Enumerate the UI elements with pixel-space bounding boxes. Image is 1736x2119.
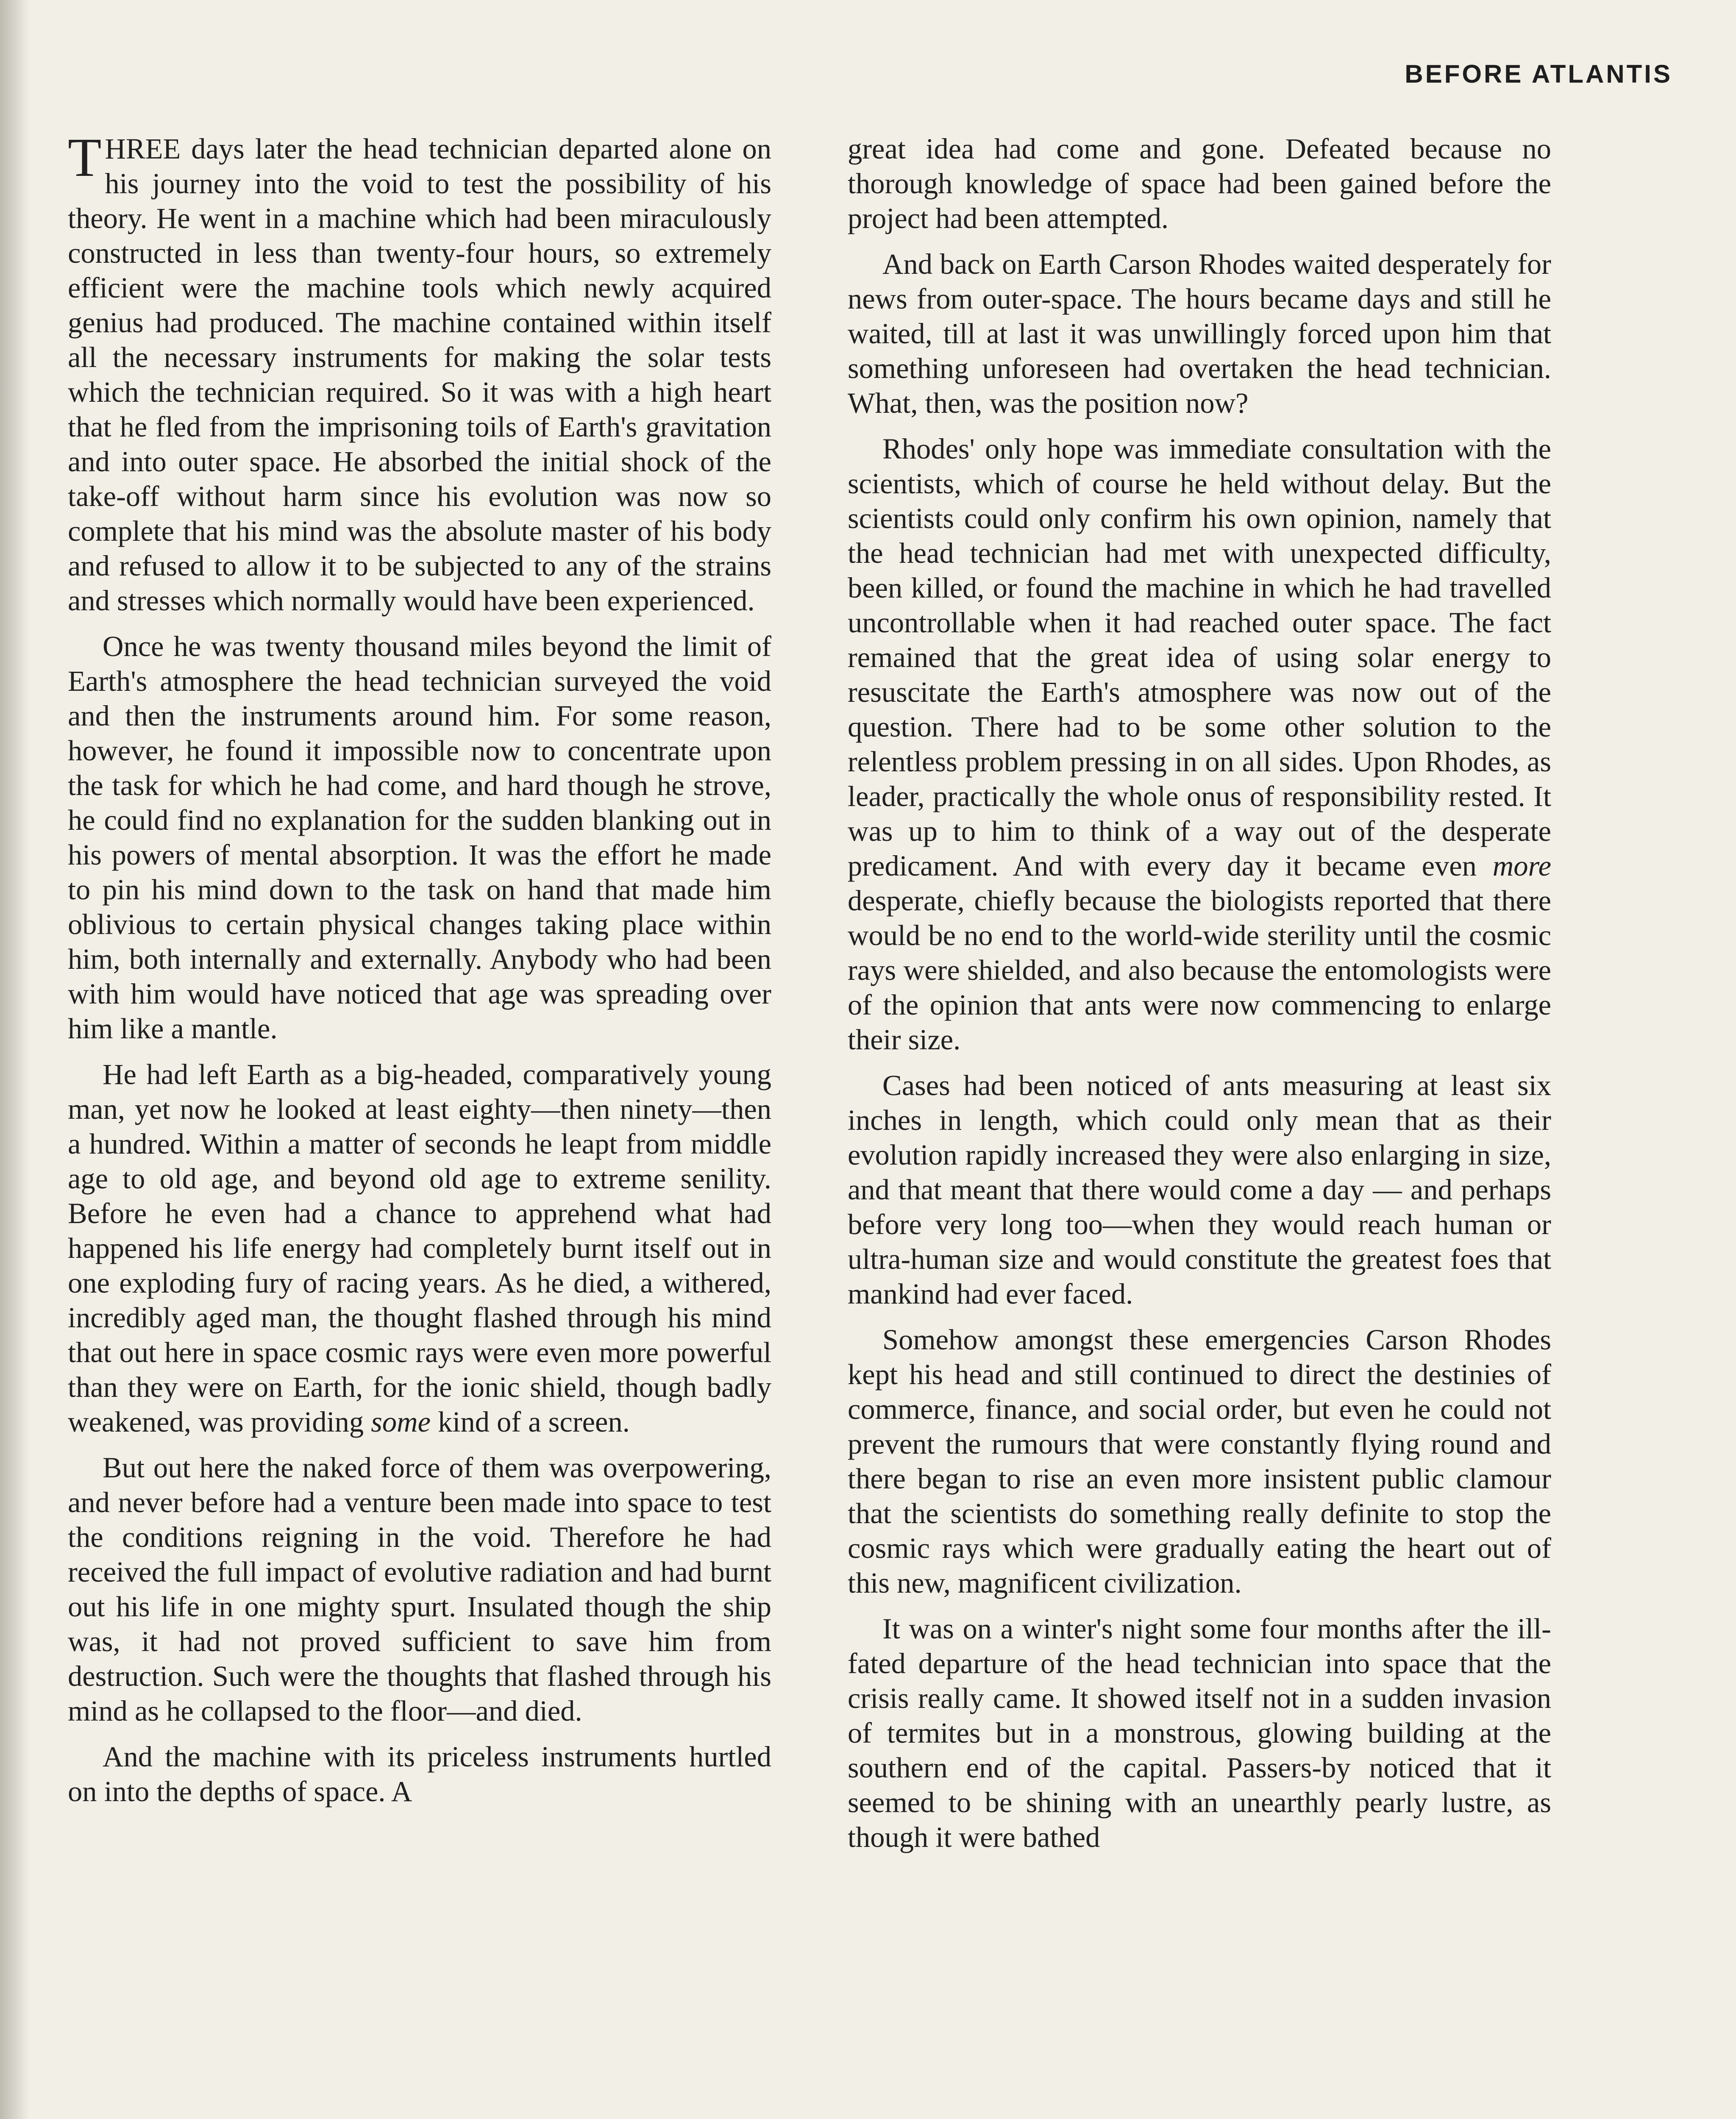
paragraph: Once he was twenty thousand miles beyond the limit of Earth's atmosphere the head technician surveyed the void and then the instruments around him. For some reason, however, he found it impossible now to concentrate upon the task for which he had come, and hard though he strove, he could find no explanation for the sudden blanking out in his powers of mental absorption. It was the effort he made to pin his mind down to the task on hand that made him oblivious to certain physical changes taking place within him, both internally and externally. Anybody who had been with him would have noticed that age was spreading over him like a mantle. (68, 630, 771, 1045)
paragraph: Somehow amongst these emergencies Carson Rhodes kept his head and still continued to direct the destinies of commerce, finance, and social order, but even he could not prevent the rumours that were constantly flying round and there began to rise an even more insistent public clamour that the scientists do something really definite to stop the cosmic rays which were gradually eating the heart out of this new, magnificent civilization. (848, 1324, 1551, 1599)
paragraph: And the machine with its priceless instruments hurtled on into the depths of space. A (68, 1741, 771, 1808)
paragraph-text: kind of a screen. (431, 1406, 630, 1438)
paragraph-text: Rhodes' only hope was immediate consultation with the scientists, which of course he held without delay. But the scientists could only confirm his own opinion, namely that the head technician had met with unexpected difficulty, been killed, or found the machine in which he had travelled uncontrollable when it had reached outer space. The fact remained that the great idea of using solar energy to resuscitate the Earth's atmosphere was now out of the question. There had to be some other solution to the relentless problem pressing in on all sides. Upon Rhodes, as leader, practically the whole onus of responsibility rested. It was up to him to think of a way out of the desperate predicament. And with every day it became even (848, 433, 1551, 882)
paragraph: And back on Earth Carson Rhodes waited desperately for news from outer-space. The hours became days and still he waited, till at last it was unwillingly forced upon him that something unforeseen had overtaken the head technician. What, then, was the position now? (848, 248, 1551, 419)
italic-word: more (1492, 850, 1552, 882)
paragraph (848, 431, 1551, 1057)
italic-word: some (371, 1406, 431, 1438)
right-column (848, 131, 1551, 2119)
paragraph-text: He had left Earth as a big-headed, comparatively young man, yet now he looked at least eighty—then ninety—then a hundred. Within a matter of seconds he leapt from middle age to old age, and beyond old age to extreme senility. Before he even had a chance to apprehend what had happened his life energy had completely burnt itself out in one exploding fury of racing years. As he died, a withered, incredibly aged man, the thought flashed through his mind that out here in space cosmic rays were even more powerful than they were on Earth, for the ionic shield, though badly weakened, was providing (68, 1058, 771, 1438)
paragraph: Cases had been noticed of ants measuring at least six inches in length, which could only mean that as their evolution rapidly increased they were also enlarging in size, and that meant that there would come a day — and perhaps before very long too—when they would reach human or ultra-human size and would constitute the greatest foes that mankind had ever faced. (848, 1069, 1551, 1310)
left-column (68, 127, 771, 2119)
paragraph: great idea had come and gone. Defeated because no thorough knowledge of space had been gained before the project had been attempted. (848, 133, 1551, 234)
paragraph (68, 1057, 771, 1439)
paragraph-text: desperate, chiefly because the biologists reported that there would be no end to the world-wide sterility until the cosmic rays were shielded, and also because the entomologists were of the opinion that ants were now commencing to enlarge their size. (848, 884, 1551, 1056)
paragraph (68, 127, 771, 618)
drop-cap: T (68, 127, 102, 188)
running-head: BEFORE ATLANTIS (1405, 60, 1672, 88)
paragraph: It was on a winter's night some four months after the ill-fated departure of the head technician into space that the crisis really came. It showed itself not in a sudden invasion of termites but in a monstrous, glowing building at the southern end of the capital. Passers-by noticed that it seemed to be shining with an unearthly pearly lustre, as though it were bathed (848, 1613, 1551, 1853)
paragraph: But out here the naked force of them was overpowering, and never before had a venture been made into space to test the conditions reigning in the void. Therefore he had received the full impact of evolutive radiation and had burnt out his life in one mighty spurt. Insulated though the ship was, it had not proved sufficient to save him from destruction. Such were the thoughts that flashed through his mind as he collapsed to the floor—and died. (68, 1452, 771, 1727)
paragraph-text: HREE days later the head technician departed alone on his journey into the void to test the possibility of his theory. He went in a machine which had been miraculously constructed in less than twenty-four hours, so extremely efficient were the machine tools which newly acquired genius had produced. The machine contained within itself all the necessary instruments for making the solar tests which the technician required. So it was with a high heart that he fled from the imprisoning toils of Earth's gravitation and into outer space. He absorbed the initial shock of the take-off without harm since his evolution was now so complete that his mind was the absolute master of his body and refused to allow it to be subjected to any of the strains and stresses which normally would have been experienced. (68, 133, 771, 617)
page-edge-shadow (0, 0, 30, 2119)
